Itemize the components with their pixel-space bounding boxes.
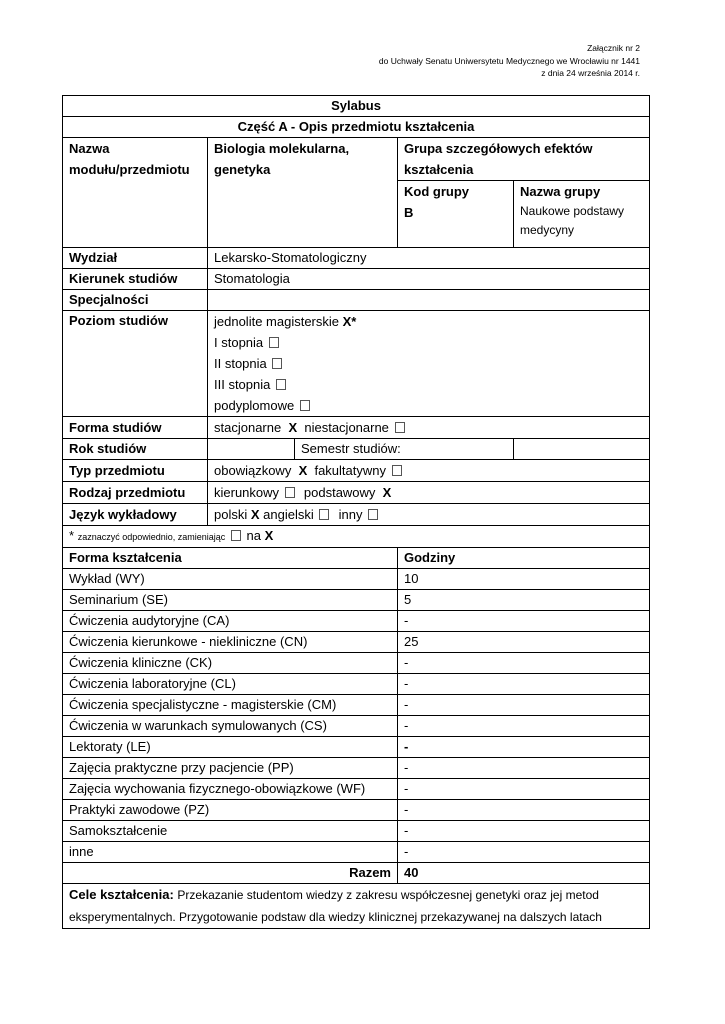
table-row: Zajęcia wychowania fizycznego-obowiązkowe (WF) - (63, 779, 650, 800)
table-row: Wykład (WY) 10 (63, 569, 650, 590)
goals-cell (63, 884, 650, 929)
year-label: Rok studiów (63, 439, 208, 460)
form-label: Forma studiów (63, 417, 208, 439)
header-note (379, 42, 640, 80)
table-row: Ćwiczenia w warunkach symulowanych (CS) - (63, 716, 650, 737)
total-value: 40 (398, 863, 650, 884)
direction-label: Kierunek studiów (63, 269, 208, 290)
check-mark: X (382, 485, 392, 500)
faculty-value: Lekarsko-Stomatologiczny (208, 248, 650, 269)
table-row: Seminarium (SE) 5 (63, 590, 650, 611)
table-row: Ćwiczenia audytoryjne (CA) - (63, 611, 650, 632)
group-code-cell (398, 181, 514, 248)
level-option: jednolite magisterskie X* (214, 314, 357, 329)
syllabus-title: Sylabus (63, 96, 650, 117)
table-row: Ćwiczenia kliniczne (CK) - (63, 653, 650, 674)
subject-kind-options: kierunkowy podstawowy X (208, 482, 650, 504)
footnote: * zaznaczyć odpowiednio, zamieniając na X (63, 526, 650, 548)
direction-value: Stomatologia (208, 269, 650, 290)
group-label: Grupa szczegółowych efektów kształcenia (398, 138, 650, 181)
total-label: Razem (63, 863, 398, 884)
group-name-value: Naukowe podstawy medycyny (520, 204, 625, 237)
specialties-label: Specjalności (63, 290, 208, 311)
checkbox-icon (285, 487, 295, 498)
module-value: Biologia molekularna, genetyka (208, 138, 398, 248)
check-mark: X (298, 463, 308, 478)
checkbox-icon (272, 358, 282, 369)
checkbox-icon (269, 337, 279, 348)
level-option: III stopnia (214, 374, 643, 395)
syllabus-table (62, 95, 650, 929)
table-row: Samokształcenie - (63, 821, 650, 842)
check-mark: X (250, 507, 260, 522)
group-code-label: Kod grupy (404, 184, 469, 199)
part-title: Część A - Opis przedmiotu kształcenia (63, 117, 650, 138)
checkbox-icon (300, 400, 310, 411)
checkbox-icon (231, 530, 241, 541)
form-options: stacjonarne X niestacjonarne (208, 417, 650, 439)
semester-value (514, 439, 650, 460)
checkbox-icon (276, 379, 286, 390)
subject-type-label: Typ przedmiotu (63, 460, 208, 482)
specialties-value (208, 290, 650, 311)
table-row: inne - (63, 842, 650, 863)
level-option: podyplomowe (214, 395, 643, 416)
check-mark: X* (342, 314, 357, 329)
table-row: Ćwiczenia laboratoryjne (CL) - (63, 674, 650, 695)
group-code-value: B (404, 205, 414, 220)
table-row: Ćwiczenia kierunkowe - niekliniczne (CN) 25 (63, 632, 650, 653)
check-mark: X (288, 420, 298, 435)
language-label: Język wykładowy (63, 504, 208, 526)
goals-text: Przekazanie studentom wiedzy z zakresu współczesnej genetyki oraz jej metod eksperymentalnych. Przygotowanie podstaw dla wiedzy klinicznej przekazywanej na dalszych latach (69, 888, 602, 924)
header-note-line2: do Uchwały Senatu Uniwersytetu Medycznego we Wrocławiu nr 1441 (378, 55, 640, 66)
level-option: I stopnia (214, 332, 643, 353)
module-label: Nazwa modułu/przedmiotu (63, 138, 208, 248)
checkbox-icon (368, 509, 378, 520)
group-name-label: Nazwa grupy (520, 184, 601, 199)
semester-label: Semestr studiów: (295, 439, 514, 460)
hours-col-form-header: Forma kształcenia (63, 548, 398, 569)
level-label: Poziom studiów (63, 311, 208, 417)
subject-type-options: obowiązkowy X fakultatywny (208, 460, 650, 482)
subject-kind-label: Rodzaj przedmiotu (63, 482, 208, 504)
table-row: Praktyki zawodowe (PZ) - (63, 800, 650, 821)
table-row: Zajęcia praktyczne przy pacjencie (PP) - (63, 758, 650, 779)
hours-col-hours-header: Godziny (398, 548, 650, 569)
group-name-cell (514, 181, 650, 248)
header-note-line3: z dnia 24 września 2014 r. (541, 68, 640, 78)
checkbox-icon (395, 422, 405, 433)
table-row: Ćwiczenia specjalistyczne - magisterskie (CM) - (63, 695, 650, 716)
year-value (208, 439, 295, 460)
table-row: Lektoraty (LE) - (63, 737, 650, 758)
header-note-line1: Załącznik nr 2 (587, 43, 640, 53)
faculty-label: Wydział (63, 248, 208, 269)
checkbox-icon (319, 509, 329, 520)
goals-label: Cele kształcenia: (69, 887, 174, 902)
level-options (208, 311, 650, 417)
level-option: II stopnia (214, 353, 643, 374)
language-options: polski X angielski inny (208, 504, 650, 526)
checkbox-icon (392, 465, 402, 476)
